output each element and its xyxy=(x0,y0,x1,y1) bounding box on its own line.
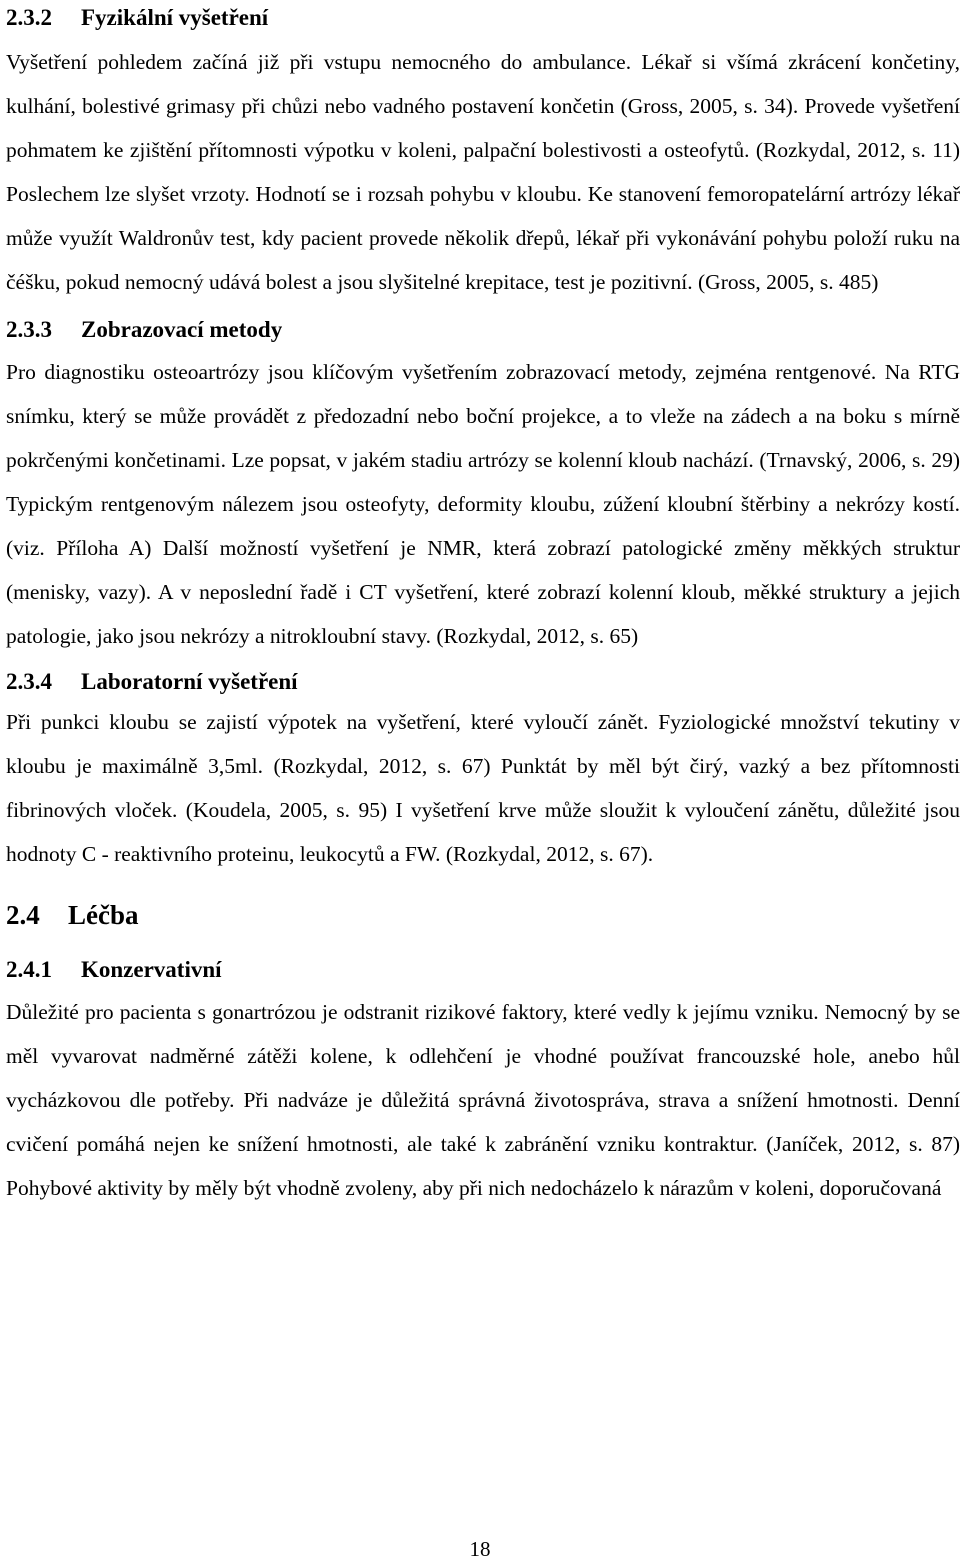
paragraph-konzervativni: Důležité pro pacienta s gonartrózou je odstranit rizikové faktory, které vedly k jejímu vzniku. Nemocný by se měl vyvarovat nadměrné zátěži kolene, k odlehčení je vhodné používat francouzské hole, anebo hůl vycházkovou dle potřeby. Při nadváze je důležitá správná životospráva, strava a snížení hmotnosti. Denní cvičení pomáhá nejen ke snížení hmotnosti, ale také k zabránění vzniku kontraktur. (Janíček, 2012, s. 87) Pohybové aktivity by měly být vhodně zvoleny, aby při nich nedocházelo k nárazům v koleni, doporučovaná xyxy=(6,1000,960,1200)
section-number: 2.3.4 xyxy=(6,669,52,694)
page-number: 18 xyxy=(469,1537,491,1561)
section-title: Laboratorní vyšetření xyxy=(81,669,298,694)
section-title: Konzervativní xyxy=(81,957,222,982)
chapter-number: 2.4 xyxy=(6,900,40,930)
section-heading-zobrazovaci xyxy=(6,316,960,344)
paragraph-fyzikalni: Vyšetření pohledem začíná již při vstupu nemocného do ambulance. Lékař si všímá zkrácení končetiny, kulhání, bolestivé grimasy při chůzi nebo vadného postavení končetin (Gross, 2005, s. 34). Provede vyšetření pohmatem ke zjištění přítomnosti výpotku v koleni, palpační bolestivosti a osteofytů. (Rozkydal, 2012, s. 11) Poslechem lze slyšet vrzoty. Hodnotí se i rozsah pohybu v kloubu. Ke stanovení femoropatelární artrózy lékař může využít Waldronův test, kdy pacient provede několik dřepů, lékař při vykonávání pohybu položí ruku na čéšku, pokud nemocný udává bolest a jsou slyšitelné krepitace, test je pozitivní. (Gross, 2005, s. 485) xyxy=(6,50,960,294)
section-title: Fyzikální vyšetření xyxy=(81,5,269,30)
section-heading-laboratorni xyxy=(6,668,960,696)
chapter-title: Léčba xyxy=(68,900,139,930)
paragraph-zobrazovaci: Pro diagnostiku osteoartrózy jsou klíčovým vyšetřením zobrazovací metody, zejména rentgenové. Na RTG snímku, který se může provádět z předozadní nebo boční projekce, a to vleže na zádech a na boku s mírně pokrčenými končetinami. Lze popsat, v jakém stadiu artrózy se kolenní kloub nachází. (Trnavský, 2006, s. 29) Typickým rentgenovým nálezem jsou osteofyty, deformity kloubu, zúžení kloubní štěrbiny a nekrózy kostí. (viz. Příloha A) Další možností vyšetření je NMR, která zobrazí patologické změny měkkých struktur (menisky, vazy). A v neposlední řadě i CT vyšetření, které zobrazí kolenní kloub, měkké struktury a jejich patologie, jako jsou nekrózy a nitrokloubní stavy. (Rozkydal, 2012, s. 65) xyxy=(6,360,960,648)
section-heading-fyzikalni xyxy=(6,4,960,32)
chapter-heading-lecba xyxy=(6,898,960,932)
section-number: 2.3.2 xyxy=(6,5,52,30)
section-heading-konzervativni xyxy=(6,956,960,984)
section-number: 2.3.3 xyxy=(6,317,52,342)
paragraph-laboratorni: Při punkci kloubu se zajistí výpotek na vyšetření, které vyloučí zánět. Fyziologické množství tekutiny v kloubu je maximálně 3,5ml. (Rozkydal, 2012, s. 67) Punktát by měl být čirý, vazký a bez přítomnosti fibrinových vloček. (Koudela, 2005, s. 95) I vyšetření krve může sloužit k vyloučení zánětu, důležité jsou hodnoty C - reaktivního proteinu, leukocytů a FW. (Rozkydal, 2012, s. 67). xyxy=(6,710,960,866)
section-title: Zobrazovací metody xyxy=(81,317,283,342)
section-number: 2.4.1 xyxy=(6,957,52,982)
document-page xyxy=(6,0,960,1210)
